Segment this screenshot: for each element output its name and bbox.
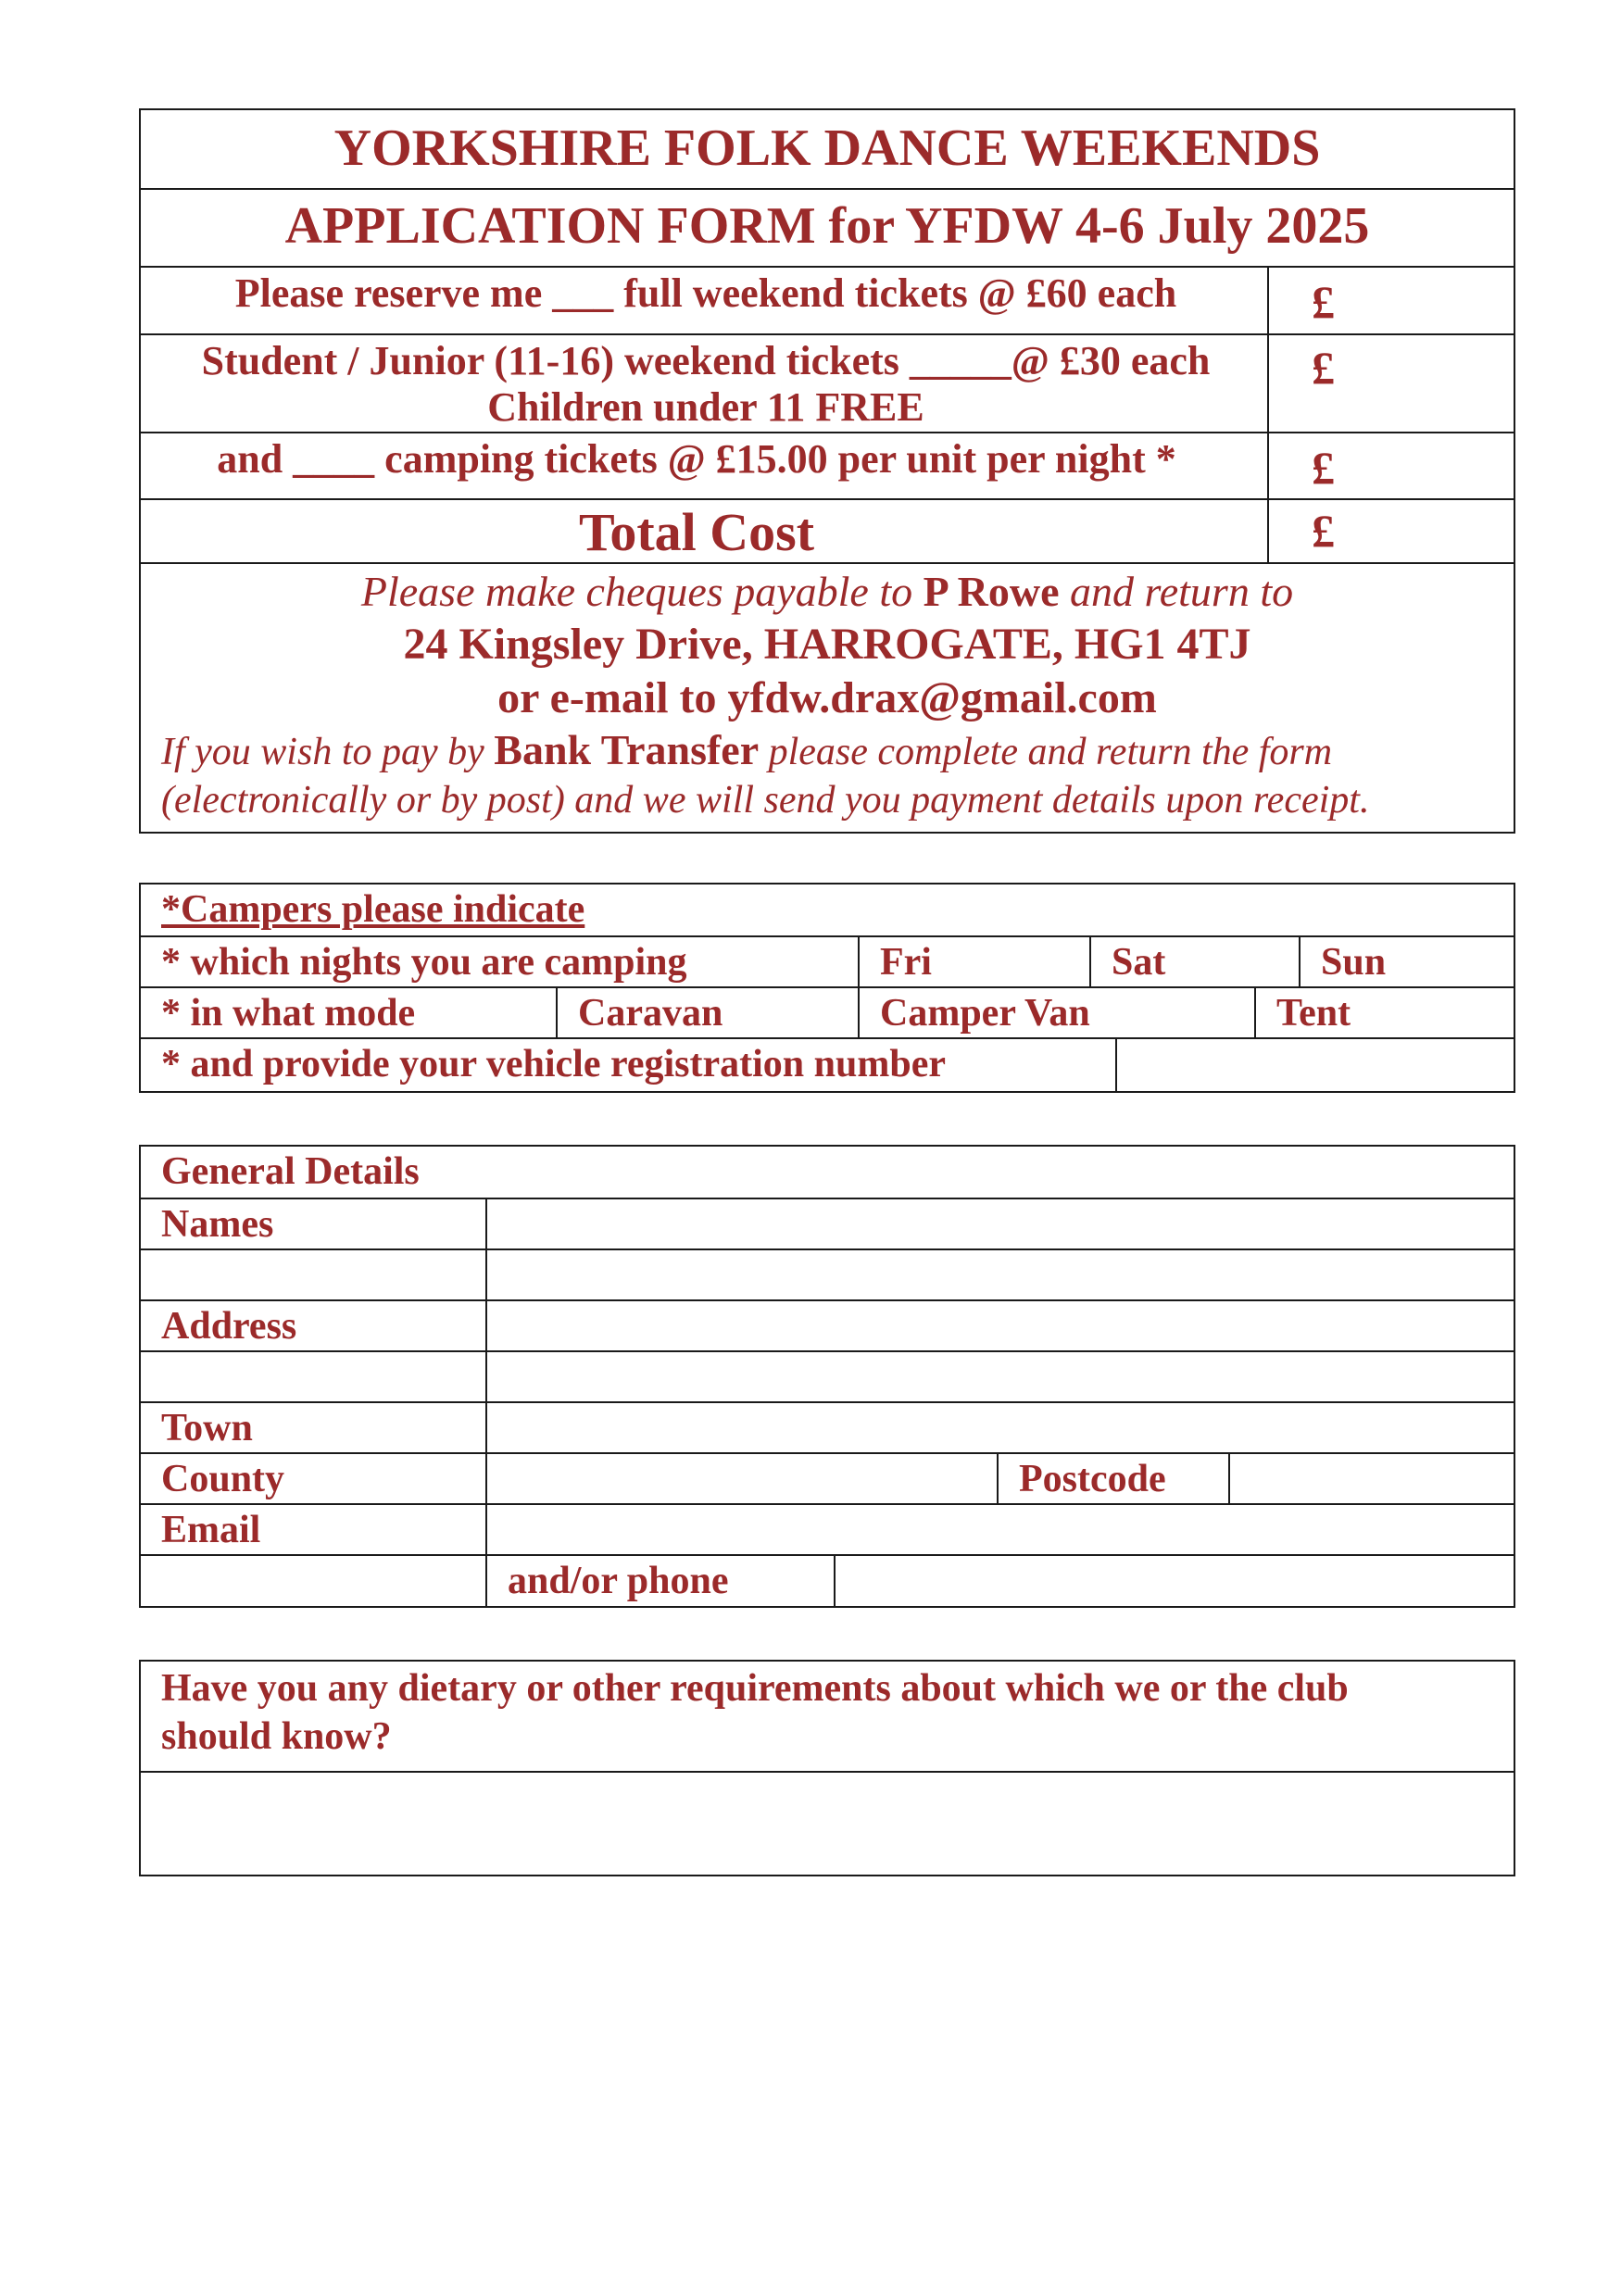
dietary-box	[139, 1660, 1515, 1876]
postcode-label: Postcode	[1019, 1458, 1166, 1500]
phone-label: and/or phone	[508, 1560, 729, 1602]
payee-name: P Rowe	[923, 568, 1060, 615]
address-label: Address	[161, 1305, 297, 1348]
dietary-question: Have you any dietary or other requirements about which we or the club	[161, 1667, 1349, 1710]
postal-address: 24 Kingsley Drive, HARROGATE, HG1 4TJ	[403, 620, 1251, 669]
night-sat-label: Sat	[1112, 941, 1166, 984]
bank-text: If you wish to pay by	[161, 731, 484, 773]
phone-label-cell	[485, 1556, 834, 1606]
night-fri[interactable]	[858, 937, 1089, 986]
county-label: County	[161, 1458, 285, 1500]
dietary-answer-field[interactable]	[141, 1771, 1514, 1875]
general-heading-row	[141, 1147, 1514, 1198]
camping-row	[141, 432, 1514, 498]
mode-tent[interactable]	[1254, 988, 1514, 1037]
camping-label: and ____ camping tickets @ £15.00 per unit per night *	[217, 436, 1176, 482]
registration-row	[141, 1037, 1514, 1091]
mode-tent-label: Tent	[1276, 992, 1351, 1035]
mode-camper-van-label: Camper Van	[880, 992, 1090, 1035]
email-row	[141, 1503, 1514, 1554]
mode-caravan[interactable]	[556, 988, 858, 1037]
general-details-box	[139, 1145, 1515, 1608]
county-row	[141, 1452, 1514, 1503]
dietary-question-row	[141, 1662, 1514, 1771]
pound-sign: £	[1312, 442, 1335, 494]
bank-transfer-label: Bank Transfer	[494, 726, 760, 773]
camping-amount[interactable]	[1267, 433, 1514, 498]
phone-field[interactable]	[834, 1556, 1514, 1606]
student-row	[141, 333, 1514, 432]
page-title: YORKSHIRE FOLK DANCE WEEKENDS	[333, 119, 1321, 177]
campers-heading-row	[141, 885, 1514, 935]
registration-label: * and provide your vehicle registration number	[161, 1043, 947, 1085]
names-row-2	[141, 1248, 1514, 1299]
address-field-2[interactable]	[485, 1352, 1514, 1401]
names-field-2[interactable]	[485, 1250, 1514, 1299]
night-fri-label: Fri	[880, 941, 932, 984]
bank-transfer-note: (electronically or by post) and we will send you payment details upon receipt.	[161, 779, 1370, 822]
mode-row	[141, 986, 1514, 1037]
town-field[interactable]	[485, 1403, 1514, 1452]
cheque-text: Please make cheques payable to	[360, 568, 913, 615]
mode-camper-van[interactable]	[858, 988, 1254, 1037]
phone-row	[141, 1554, 1514, 1606]
nights-label: * which nights you are camping	[161, 941, 687, 984]
address-field[interactable]	[485, 1301, 1514, 1350]
campers-heading: *Campers please indicate	[161, 888, 585, 931]
email-label: Email	[161, 1509, 261, 1551]
full-weekend-amount[interactable]	[1267, 268, 1514, 333]
student-label: Student / Junior (11-16) weekend tickets _____@ £30 each	[201, 338, 1211, 383]
total-row	[141, 498, 1514, 562]
bank-text-after: please complete and return the form	[768, 731, 1333, 773]
total-cost-label: Total Cost	[578, 502, 815, 562]
payment-info	[141, 562, 1514, 832]
mode-caravan-label: Caravan	[578, 992, 723, 1035]
general-heading: General Details	[161, 1150, 420, 1193]
night-sun-label: Sun	[1321, 941, 1387, 984]
postcode-label-cell	[997, 1454, 1228, 1503]
address-row-2	[141, 1350, 1514, 1401]
pound-sign: £	[1312, 505, 1335, 557]
nights-row	[141, 935, 1514, 986]
email-field[interactable]	[485, 1505, 1514, 1554]
names-field[interactable]	[485, 1199, 1514, 1248]
cheque-line	[141, 568, 1514, 616]
total-amount[interactable]	[1267, 500, 1514, 562]
pound-sign: £	[1312, 342, 1335, 394]
registration-field[interactable]	[1115, 1039, 1514, 1091]
county-field[interactable]	[485, 1454, 997, 1503]
names-row	[141, 1198, 1514, 1248]
full-weekend-label: Please reserve me ___ full weekend tickets @ £60 each	[234, 270, 1177, 316]
campers-box	[139, 883, 1515, 1093]
title-row	[141, 110, 1514, 188]
night-sun[interactable]	[1299, 937, 1514, 986]
town-label: Town	[161, 1407, 253, 1449]
form-subtitle: APPLICATION FORM for YFDW 4-6 July 2025	[284, 197, 1370, 255]
ticket-order-box	[139, 108, 1515, 834]
dietary-question-cont: should know?	[161, 1715, 392, 1758]
postcode-field[interactable]	[1228, 1454, 1514, 1503]
email-address: or e-mail to yfdw.drax@gmail.com	[497, 673, 1157, 722]
mode-label: * in what mode	[161, 992, 416, 1035]
pound-sign: £	[1312, 276, 1335, 328]
names-label: Names	[161, 1203, 274, 1246]
return-text: and return to	[1070, 568, 1294, 615]
bank-transfer-line	[161, 727, 1332, 775]
children-free-label: Children under 11 FREE	[487, 384, 924, 430]
student-amount[interactable]	[1267, 335, 1514, 432]
full-weekend-row	[141, 266, 1514, 333]
subtitle-row	[141, 188, 1514, 266]
town-row	[141, 1401, 1514, 1452]
night-sat[interactable]	[1089, 937, 1299, 986]
address-row	[141, 1299, 1514, 1350]
